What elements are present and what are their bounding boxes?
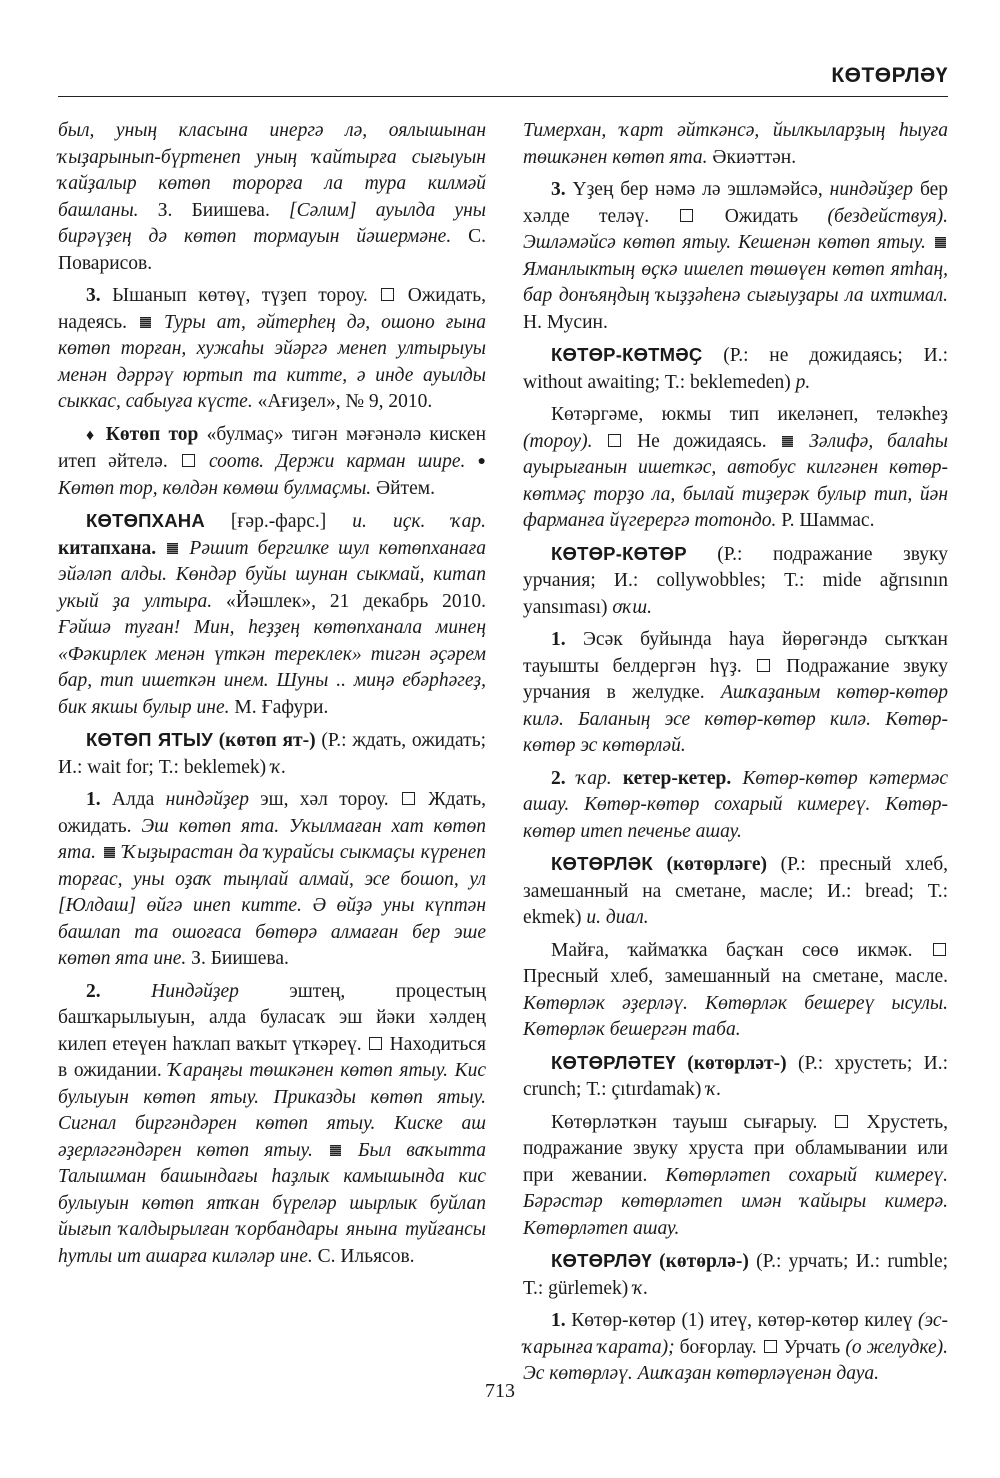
entry-kotop-yatyu: КӨТӨП ЯТЫУ (көтөп ят-) (Р.: ждать, ожидать; И.: wait for; Т.: beklemek) ҡ.	[58, 729, 487, 778]
entry-kotop-yatyu-sense-1: 1. Алда ниндәйҙер эш, хәл тороу. Ждать, ожидать. Эш көтөп ята. Укылмаған хат көтөп ята. Ҡыҙырастан да ҡурайсы сыкмаҫы күренеп торғас, уны оҙаҡ тыңлай алмай, эсе бошоп, ул [Юлдаш] өйгә инеп китте. Ә өйҙә уны күптән башлап та ошоғаса бөтөрә алмаған бер эше көтөп ята ине. З. Биишева.	[58, 789, 487, 969]
continued-paragraph-right: Тимерхан, ҡарт әйткәнсә, йылкыларҙың һыуға төшкәнен көтөп ята. Әкиәттән.	[523, 120, 948, 168]
example-block-icon	[330, 1145, 341, 1156]
translation-square-icon	[933, 943, 946, 956]
translation-square-icon	[680, 209, 693, 222]
example-block-icon	[935, 237, 946, 248]
diamond-icon: ♦	[86, 426, 98, 444]
entry-kotor-kotor-sense-2: 2. ҡар. кетер-кетер. Көтөр-көтөр кәтермәс ашау. Көтөр-көтөр сохарый кимереү. Көтөр-көтөр итеп печенье ашау.	[523, 767, 949, 842]
entry-kotorlak: КӨТӨРЛӘК (көтөрләге) (Р.: пресный хлеб, замешанный на сметане, масле; И.: bread; Т.: ekmek) и. диал.	[523, 853, 949, 928]
entry-kotop-yatyu-sense-2: 2. Ниндәйҙер эштең, процестың башҡарылыуын, алда буласаҡ эш йәки хәлдең килеп етеүен һаҡлап ваҡыт үткәреү. Находиться в ожидании. Ҡараңғы төшкәнен көтөп ятыу. Кис булыуын көтөп ятыу. Приказды көтөп ятыу. Сигнал биргәндәрен көтөп ятыу. Киске аш әҙерләгәндәрен көтөп ятыу. Был ваҡытта Талышман башындағы һаҙлык камышында кис булыуын көтөп ятҡан бүреләр шырлык буйлап йығып ҡалдырылған ҡорбандары янына туйғансы һутлы ит ашарға киләләр ине. С. Ильясов.	[58, 980, 487, 1267]
translation-square-icon	[608, 434, 621, 447]
example-block-icon	[104, 847, 115, 858]
entry-kotorlau-sense-1: 1. Көтөр-көтөр (1) итеү, көтөр-көтөр килеү (эс-ҡарынға ҡарата); боғорлау. Урчать (о желудке). Эс көтөрләү. Ашҡаҙан көтөрләүенән дауа.	[523, 1310, 949, 1384]
translation-square-icon	[835, 1115, 848, 1128]
entry-kotorlau: КӨТӨРЛӘҮ (көтөрлә-) (Р.: урчать; И.: rumble; Т.: gürlemek) ҡ.	[523, 1250, 949, 1299]
running-head-word: КӨТӨРЛӘҮ	[831, 64, 948, 87]
entry-kotor-kotmas: КӨТӨР-КӨТМӘҪ (Р.: не дожидаясь; И.: without awaiting; Т.: beklemeden) р.	[523, 344, 949, 393]
left-column	[58, 118, 486, 1276]
translation-square-icon	[369, 1037, 382, 1050]
sense-3-right: 3. Үҙең бер нәмә лә эшләмәйсә, ниндәйҙер бер хәлде теләү. Ожидать (бездействуя). Эшләмәйсә көтөп ятыу. Кешенән көтөп ятыу. Яманлыктың өҫкә ишелеп төшөүен көтөп ятһаң, бар донъяңдың ҡыҙҙәһенә сығыуҙары ла ихтимал. Н. Мусин.	[523, 179, 949, 333]
translation-square-icon	[402, 792, 415, 805]
entry-kotor-kotor: КӨТӨР-КӨТӨР (Р.: подражание звуку урчания; И.: collywobbles; Т.: mide ağrısının yansıması) оҡш.	[523, 542, 948, 618]
right-column	[523, 118, 948, 1394]
entry-kotorlak-body: Майға, ҡаймаҡка баҫҡан сөсө икмәк. Пресный хлеб, замешанный на сметане, масле. Көтөрләк әҙерләү. Көтөрләк бешереү ысулы. Көтөрләк бешергән таба.	[523, 939, 948, 1040]
translation-square-icon	[757, 659, 770, 672]
running-header	[58, 62, 948, 97]
continued-paragraph: был, уның класына инергә лә, оялышынан ҡыҙарынып-бүртенеп уның ҡайтырға сығыуын ҡайҙалыр көтөп торорға ла тура килмәй башланы. З. Биишева. [Сәлим] ауылда уны бирәүҙең дә көтөп тормауын йәшермәне. С. Поварисов.	[58, 120, 487, 274]
example-block-icon	[782, 436, 793, 447]
idiom-entry: ♦ Көтөп тор «булмаҫ» тигән мәғәнәлә кискен итеп әйтелә. соотв. Держи карман шире. ● Көтөп тор, көлдән көмөш булмаҫмы. Әйтем.	[58, 423, 487, 499]
translation-square-icon	[182, 454, 195, 467]
entry-kotorlateu: КӨТӨРЛӘТЕҮ (көтөрләт-) (Р.: хрустеть; И.: crunch; Т.: çıtırdamak) ҡ.	[523, 1051, 948, 1100]
translation-square-icon	[764, 1340, 777, 1353]
page-number: 713	[485, 1380, 515, 1402]
entry-kotopkhana: КӨТӨПХАНА [ғәр.-фарс.] и. иҫк. ҡар. китапхана. Рәшит бергилке шул көтөпханаға эйәләп алды. Көндәр буйы шунан сыкмай, китап укый ҙа ултыра. «Йәшлек», 21 декабрь 2010. Ғәйшә туған! Мин, һеҙҙең көтөпханала минең «Фәкирлек менән үткән тереклек» тигән әҫәрем бар, тип ишеткән инем. Шуны .. миңә ебәрһәгеҙ, бик якшы булыр ине. М. Ғафури.	[58, 510, 487, 718]
entry-kotor-kotor-sense-1: 1. Эсәк буйында һауа йөрөгәндә сыҡҡан тауышты белдергән һүҙ. Подражание звуку урчания в желудке. Ашҡаҙаным көтөр-көтөр килә. Баланың эсе көтөр-көтөр килә. Көтөр-көтөр эс көтөрләй.	[523, 629, 949, 756]
entry-kotorlateu-body: Көтөрләткән тауыш сығарыу. Хрустеть, подражание звуку хруста при обламывании или при жевании. Көтөрләтеп сохарый кимереү. Бәрәстәр көтөрләтеп имән ҡайыры кимерә. Көтөрләтеп ашау.	[523, 1111, 949, 1239]
entry-kotor-kotmas-body: Көтәргәме, юкмы тип икеләнеп, теләкһеҙ (тороу). Не дожидаясь. Зәлифә, балаһы ауырығанын ишеткәс, автобус килгәнен көтөр-көтмәҫ торҙо ла, былай тиҙерәк булыр тип, йән фарманға йүгерергә тотондо. Р. Шаммас.	[523, 404, 949, 531]
example-block-icon	[140, 317, 151, 328]
bullet-icon: ●	[477, 454, 487, 469]
translation-square-icon	[381, 288, 394, 301]
example-block-icon	[167, 543, 178, 554]
sense-3: 3. Ышанып көтөү, түҙеп тороу. Ожидать, надеясь. Туры ат, әйтерһең дә, ошоно ғына көтөп торған, хужаһы эйәргә менеп ултырыуы менән дәррәү юртып та китте, ә инде ауылды сыккас, сабыуға күсте. «Ағиҙел», № 9, 2010.	[58, 285, 487, 412]
